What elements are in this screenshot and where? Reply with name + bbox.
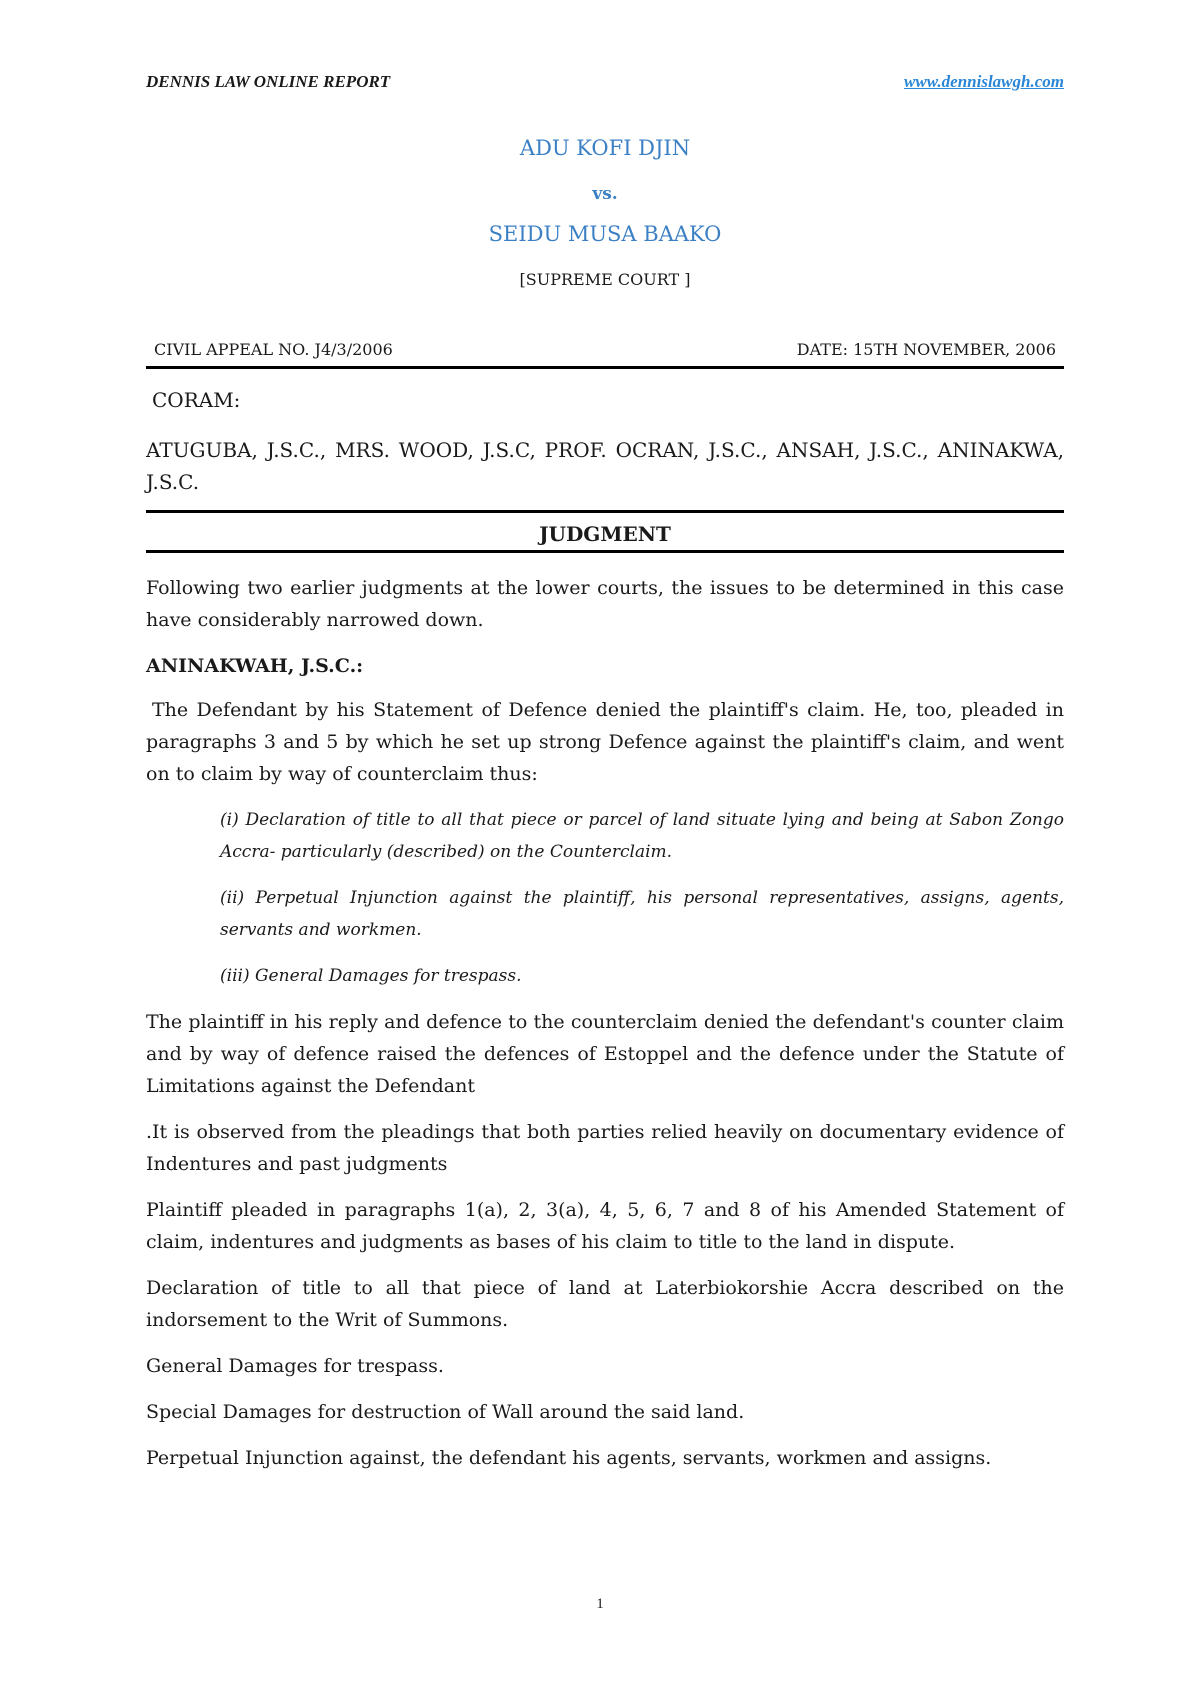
- counterclaim-item: (i) Declaration of title to all that piece or parcel of land situate lying and being at Sabon Zongo Accra- particularly (described) on the Counterclaim.: [220, 810, 1064, 862]
- publication-name: DENNIS LAW ONLINE REPORT: [146, 72, 391, 91]
- counterclaim-list: [220, 804, 1064, 992]
- judgment-date: DATE: 15TH NOVEMBER, 2006: [796, 340, 1056, 359]
- paragraph: The Defendant by his Statement of Defence denied the plaintiff's claim. He, too, pleaded in paragraphs 3 and 5 by which he set up strong Defence against the plaintiff's claim, and went on to claim by way of counterclaim thus:: [146, 699, 1064, 785]
- page-number: 1: [596, 1596, 604, 1612]
- divider-coram: [146, 510, 1064, 513]
- paragraph: Perpetual Injunction against, the defendant his agents, servants, workmen and assigns.: [146, 1447, 992, 1469]
- paragraph: Special Damages for destruction of Wall around the said land.: [146, 1401, 745, 1423]
- appeal-number: CIVIL APPEAL NO. J4/3/2006: [154, 340, 393, 359]
- intro-paragraph: Following two earlier judgments at the lower courts, the issues to be determined in this case have considerably narrowed down.: [146, 577, 1064, 631]
- judge-heading: ANINAKWAH, J.S.C.:: [146, 655, 364, 677]
- paragraph: The plaintiff in his reply and defence to the counterclaim denied the defendant's counter claim and by way of defence raised the defences of Estoppel and the defence under the Statute of Limitations against the Defendant: [146, 1011, 1064, 1097]
- paragraph: .It is observed from the pleadings that both parties relied heavily on documentary evidence of Indentures and past judgments: [146, 1121, 1064, 1175]
- respondent-name: SEIDU MUSA BAAKO: [488, 222, 722, 246]
- paragraph: Plaintiff pleaded in paragraphs 1(a), 2, 3(a), 4, 5, 6, 7 and 8 of his Amended Statement of claim, indentures and judgments as bases of his claim to title to the land in dispute.: [146, 1199, 1064, 1253]
- coram-judges: ATUGUBA, J.S.C., MRS. WOOD, J.S.C, PROF. OCRAN, J.S.C., ANSAH, J.S.C., ANINAKWA, J.S.C.: [146, 438, 1064, 494]
- paragraph: General Damages for trespass.: [146, 1355, 444, 1377]
- court-name: [SUPREME COURT ]: [519, 270, 691, 289]
- running-header: [146, 72, 1064, 100]
- appellant-name: ADU KOFI DJIN: [519, 136, 691, 160]
- coram-label: CORAM:: [152, 388, 241, 412]
- paragraph: Declaration of title to all that piece of land at Laterbiokorshie Accra described on the indorsement to the Writ of Summons.: [146, 1277, 1064, 1331]
- judgment-heading: JUDGMENT: [539, 522, 671, 546]
- divider-judgment: [146, 550, 1064, 553]
- versus-label: vs.: [592, 184, 618, 204]
- counterclaim-item: (iii) General Damages for trespass.: [220, 966, 522, 986]
- website-link[interactable]: www.dennislawgh.com: [904, 72, 1064, 91]
- divider-top: [146, 366, 1064, 369]
- judgment-body: [146, 572, 1064, 1488]
- counterclaim-item: (ii) Perpetual Injunction against the plaintiff, his personal representatives, assigns, agents, servants and workmen.: [220, 888, 1064, 940]
